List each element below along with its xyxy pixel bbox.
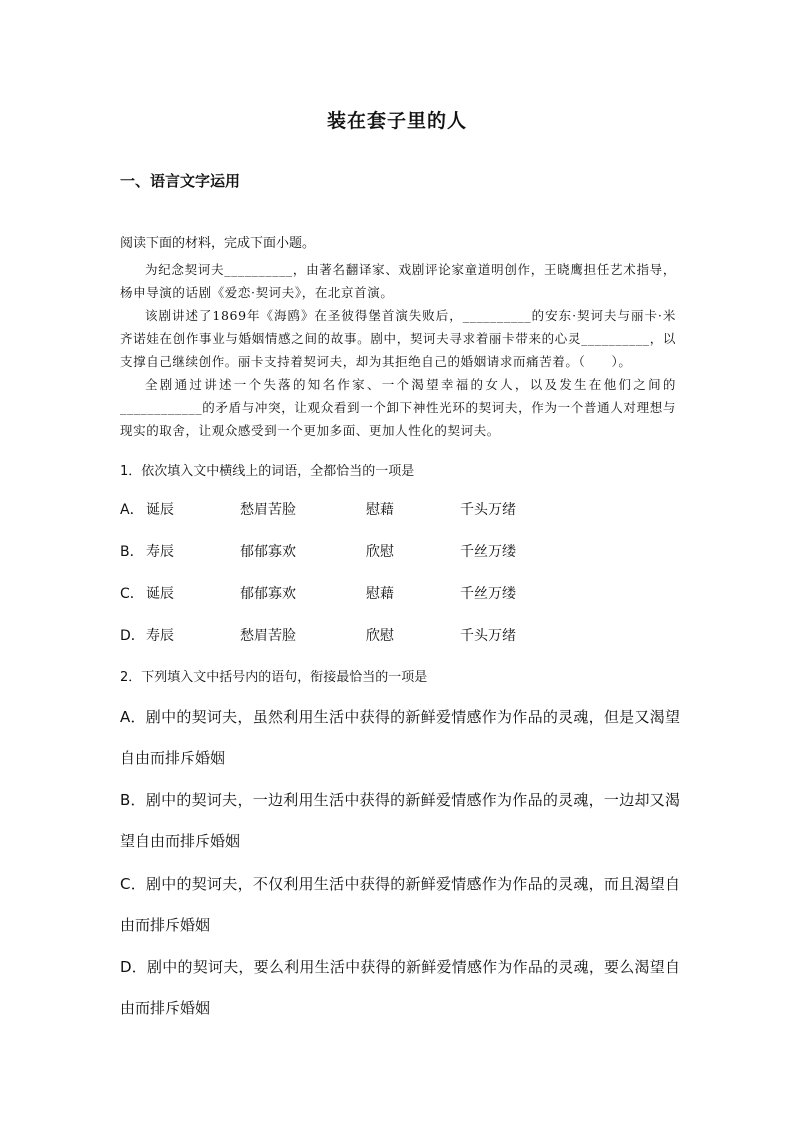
section-heading: 一、语言文字运用	[120, 172, 241, 190]
option-word-3: 欣慰	[366, 628, 394, 644]
passage-paragraph-3: 全剧通过讲述一个失落的知名作家、一个渴望幸福的女人，以及发生在他们之间的____________的矛盾与冲突，让观众看到一个卸下神性光环的契诃夫，作为一个普通人对理想与现实的取舍，让观众感受到一个更加多面、更加人性化的契诃夫。	[120, 377, 676, 438]
option-letter: A．	[120, 502, 144, 518]
option-word-4: 千丝万缕	[460, 586, 516, 602]
option-word-3: 慰藉	[366, 586, 394, 602]
option-word-3: 慰藉	[366, 502, 394, 518]
option-word-1: 诞辰	[146, 586, 174, 602]
reading-passage	[120, 258, 676, 442]
option-letter: B．	[120, 544, 144, 560]
option-word-1: 诞辰	[146, 502, 174, 518]
question-1-stem: 1．依次填入文中横线上的词语，全都恰当的一项是	[120, 464, 415, 479]
option-word-2: 郁郁寡欢	[240, 586, 296, 602]
question-2-option-c: C．剧中的契诃夫，不仅利用生活中获得的新鲜爱情感作为作品的灵魂，而且渴望自由而排斥婚姻	[120, 875, 680, 934]
question-1-option-b	[120, 541, 680, 563]
option-word-2: 愁眉苦脸	[240, 502, 296, 518]
option-word-4: 千头万绪	[460, 628, 516, 644]
question-1-option-a	[120, 499, 680, 521]
passage-paragraph-1: 为纪念契诃夫__________，由著名翻译家、戏剧评论家童道明创作，王晓鹰担任艺术指导，杨申导演的话剧《爱恋·契诃夫》，在北京首演。	[120, 262, 676, 300]
question-2-stem: 2．下列填入文中括号内的语句，衔接最恰当的一项是	[120, 670, 428, 685]
question-1-option-d	[120, 625, 680, 647]
reading-instruction: 阅读下面的材料，完成下面小题。	[120, 236, 316, 251]
option-word-3: 欣慰	[366, 544, 394, 560]
option-word-4: 千丝万缕	[460, 544, 516, 560]
option-letter: D．	[120, 628, 145, 644]
option-word-1: 寿辰	[146, 544, 174, 560]
question-1-option-c	[120, 583, 680, 605]
option-word-2: 郁郁寡欢	[240, 544, 296, 560]
document-title: 装在套子里的人	[326, 110, 467, 132]
question-2-option-a: A．剧中的契诃夫，虽然利用生活中获得的新鲜爱情感作为作品的灵魂，但是又渴望自由而排斥婚姻	[120, 708, 680, 767]
option-word-2: 愁眉苦脸	[240, 628, 296, 644]
option-letter: C．	[120, 586, 144, 602]
option-word-1: 寿辰	[146, 628, 174, 644]
question-2-option-d: D．剧中的契诃夫，要么利用生活中获得的新鲜爱情感作为作品的灵魂，要么渴望自由而排斥婚姻	[120, 958, 680, 1017]
option-word-4: 千头万绪	[460, 502, 516, 518]
question-2-option-b: B．剧中的契诃夫，一边利用生活中获得的新鲜爱情感作为作品的灵魂，一边却又渴望自由而排斥婚姻	[120, 791, 680, 850]
passage-paragraph-2: 该剧讲述了1869年《海鸥》在圣彼得堡首演失败后，__________的安东·契诃夫与丽卡·米齐诺娃在创作事业与婚姻情感之间的故事。剧中，契诃夫寻求着丽卡带来的心灵__________，以支撑自己继续创作。丽卡支持着契诃夫，却为其拒绝自己的婚姻请求而痛苦着。（ ）。	[120, 308, 676, 369]
